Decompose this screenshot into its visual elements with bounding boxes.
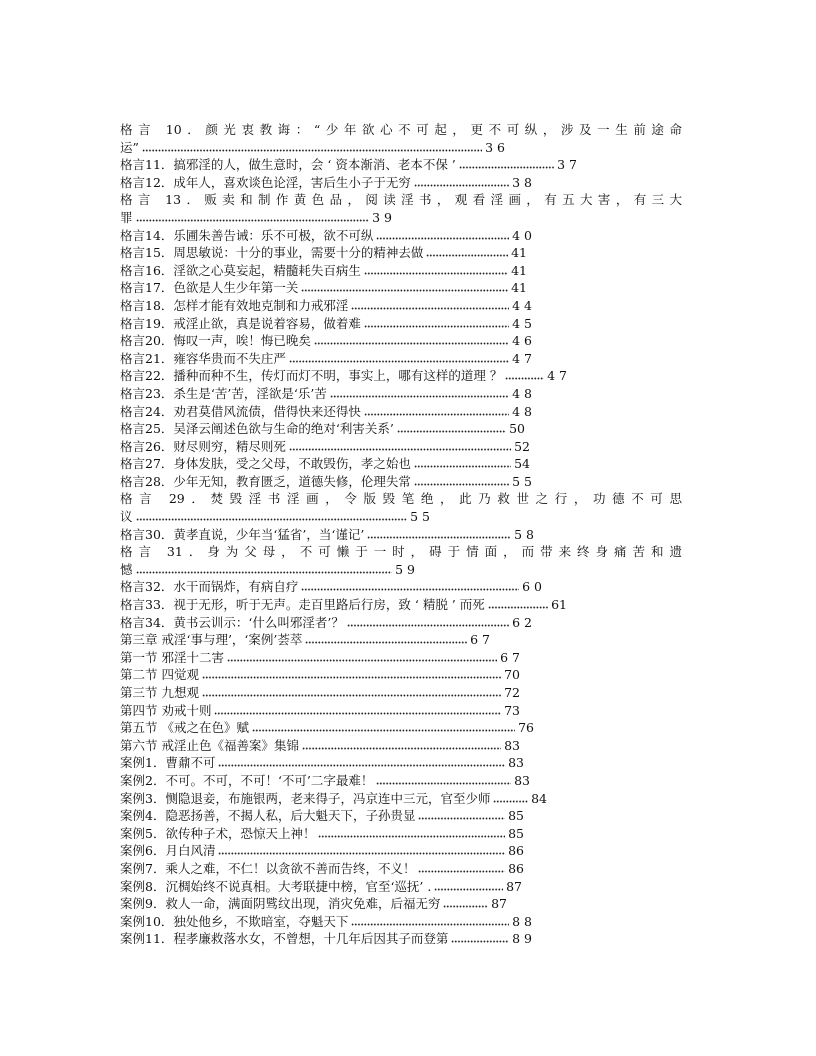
toc-entry-title: 第六节 戒淫止色《福善案》集锦 [120,737,299,753]
toc-entry-title: 格言33．视于无形，听于无声。走百里路后行房，致 ‘ 精脱 ’ 而死 [120,597,485,613]
toc-entry-page-number: 86 [508,860,524,876]
toc-entry-page-number: 4 8 [512,403,532,419]
toc-entry-page-number: 4 7 [512,350,532,366]
dot-leader [418,810,505,820]
toc-entry[interactable] [120,385,532,403]
dot-leader [136,511,408,521]
toc-entry[interactable] [120,561,415,579]
toc-entry[interactable] [120,403,532,421]
toc-entry-title: 憾 [120,561,133,577]
toc-entry-page-number: 61 [551,597,567,613]
toc-entry-title: 案例7．乘人之难，不仁！以贪欲不善而告终，不义！ [120,860,416,876]
toc-entry-page-number: 52 [514,438,530,454]
dot-leader [426,247,508,257]
toc-entry-title: 格言15．周思敏说：十分的事业，需要十分的精神去做 [120,245,424,261]
dot-leader [301,581,519,591]
table-of-contents [120,121,682,948]
toc-entry-page-number: 8 8 [512,913,532,929]
dot-leader [451,933,509,943]
dot-leader [397,423,506,433]
toc-entry-page-number: 4 0 [512,227,532,243]
toc-entry[interactable] [120,526,534,544]
dot-leader [142,142,482,152]
dot-leader [347,617,509,627]
dot-leader [330,388,509,398]
dot-leader [493,793,528,803]
dot-leader [136,212,370,222]
dot-leader [488,599,548,609]
toc-entry-page-number: 6 0 [522,579,542,595]
toc-entry-page-number: 85 [508,825,524,841]
toc-entry-page-number: 6 2 [512,614,532,630]
toc-entry-title: 格言17．色欲是人生少年第一关 [120,280,299,296]
dot-leader [301,282,508,292]
toc-entry[interactable] [120,227,532,245]
toc-entry-title: 罪 [120,209,133,225]
toc-entry-title: 格言16．淫欲之心莫妄起，精髓耗失百病生 [120,262,361,278]
toc-entry-title: 案例8．沉椆始终不说真相。大考联捷中榜，官至‘巡抚’ . [120,878,432,894]
toc-entry-title: 格言21．雍容华贵而不失庄严 [120,350,286,366]
dot-leader [459,159,554,169]
toc-entry-title: 第四节 劝戒十则 [120,702,212,718]
toc-entry-title: 格言32．水干而锅炸，有病自疗 [120,579,299,595]
toc-entry[interactable] [120,279,527,297]
toc-entry[interactable] [120,332,532,350]
dot-leader [136,564,393,574]
toc-entry-title: 格言25．吴泽云阐述色欲与生命的绝对‘利害关系’ [120,421,394,437]
toc-entry[interactable] [120,807,524,825]
toc-entry-title: 格言14．乐圃朱善告诫：乐不可极，欲不可纵 [120,227,374,243]
dot-leader [434,881,503,891]
dot-leader [414,177,509,187]
toc-entry-title: 格言18．怎样才能有效地克制和力戒邪淫 [120,297,349,313]
toc-entry-title: 格言12．成年人，喜欢谈色论淫，害后生小子于无穷 [120,174,411,190]
toc-entry-page-number: 3 6 [485,139,505,155]
dot-leader [218,845,505,855]
toc-entry-title-line1: 格言 31．身为父母，不可懒于一时，碍于情面，而带来终身痛苦和遗 [120,544,682,560]
toc-entry[interactable] [120,930,532,948]
toc-entry[interactable] [120,860,524,878]
toc-entry-title: 格言28．少年无知，教育匮乏，道德失修，伦理失常 [120,473,411,489]
toc-entry-page-number: 85 [508,808,524,824]
toc-entry-title: 案例5．欲传种子术，恐惊天上神！ [120,825,316,841]
toc-entry[interactable] [120,719,534,737]
toc-entry[interactable] [120,174,532,192]
toc-entry-page-number: 3 8 [512,174,532,190]
toc-entry-title: 格言22．播种而种不生，传灯而灯不明，事实上，哪有这样的道理 ？ [120,368,503,384]
dot-leader [289,441,511,451]
toc-entry[interactable] [120,878,522,896]
dot-leader [314,335,509,345]
toc-entry-title: 案例2．不可。不可，不可！‘不可’二字最难！ [120,772,374,788]
dot-leader [364,265,508,275]
dot-leader [202,687,501,697]
toc-entry-page-number: 3 7 [557,157,577,173]
toc-entry-title-line1: 格言 13．贩卖和制作黄色品，阅读淫书，观看淫画，有五大害，有三大 [120,192,682,208]
dot-leader [505,370,544,380]
toc-entry-title: 案例4．隐恶扬善，不揭人私，后大魁天下，子孙贵显 [120,808,416,824]
toc-entry-title: 格言19．戒淫止欲，真是说着容易，做着难 [120,315,361,331]
toc-entry-page-number: 86 [508,843,524,859]
toc-entry-page-number: 6 7 [500,649,520,665]
toc-entry-title: 案例11．程孝廉救落水女，不曾想，十几年后因其子而登第 [120,931,449,947]
toc-entry[interactable] [120,350,532,368]
toc-entry-title: 第五节 《戒之在色》赋 [120,720,249,736]
toc-entry[interactable] [120,209,392,227]
dot-leader [367,529,511,539]
toc-entry[interactable] [120,825,524,843]
toc-entry-title: 案例6．月白风清 [120,843,216,859]
toc-entry-page-number: 5 5 [512,473,532,489]
toc-entry[interactable] [120,895,507,913]
toc-entry-page-number: 8 9 [512,931,532,947]
toc-entry-page-number: 4 8 [512,385,532,401]
toc-entry-page-number: 87 [506,878,522,894]
toc-entry[interactable] [120,631,490,649]
toc-entry-title: 案例3．恻隐退妾，布施银两，老来得子，冯京连中三元，官至少师 [120,790,491,806]
toc-entry-title: 格言23．杀生是‘苦’苦，淫欲是‘乐’苦 [120,385,327,401]
toc-entry-page-number: 54 [514,456,530,472]
dot-leader [289,353,509,363]
toc-entry[interactable] [120,297,532,315]
toc-entry[interactable] [120,455,530,473]
dot-leader [218,757,505,767]
toc-entry-page-number: 41 [511,280,527,296]
toc-entry[interactable] [120,702,520,720]
toc-entry[interactable] [120,649,520,667]
toc-entry-page-number: 83 [508,755,524,771]
toc-entry[interactable] [120,156,577,174]
dot-leader [302,740,501,750]
toc-entry[interactable] [120,473,532,491]
toc-entry-page-number: 4 6 [512,333,532,349]
toc-entry-page-number: 4 5 [512,315,532,331]
toc-entry-page-number: 5 5 [410,509,430,525]
toc-entry-title: 议 [120,509,133,525]
toc-entry[interactable] [120,772,530,790]
toc-entry-title: 第二节 四觉观 [120,667,199,683]
toc-entry-page-number: 50 [509,421,525,437]
toc-entry-page-number: 73 [504,702,520,718]
toc-entry-title: 格言20．悔叹一声，唉！悔已晚矣 [120,333,311,349]
toc-entry[interactable] [120,262,527,280]
toc-entry-title-line1: 格言 29．焚毁淫书淫画，令版毁笔绝，此乃救世之行，功德不可思 [120,491,682,507]
toc-entry[interactable] [120,913,532,931]
toc-entry-page-number: 41 [511,262,527,278]
toc-entry-title: 案例10．独处他乡，不欺暗室，夺魁天下 [120,913,349,929]
toc-entry[interactable] [120,790,547,808]
toc-entry[interactable] [120,737,520,755]
dot-leader [214,705,501,715]
toc-entry[interactable] [120,614,532,632]
dot-leader [202,669,501,679]
dot-leader [418,863,505,873]
dot-leader [376,230,509,240]
dot-leader [364,406,509,416]
toc-entry-title: 第三节 九想观 [120,685,199,700]
toc-entry-title: 案例1．曹鼐不可 [120,755,216,771]
toc-entry[interactable] [120,420,525,438]
dot-leader [414,458,511,468]
toc-entry-title-line1: 格言 10．颜光衷教诲：“少年欲心不可起，更不可纵，涉及一生前途命 [120,122,682,137]
toc-entry-page-number: 87 [491,896,507,912]
dot-leader [351,300,509,310]
toc-entry-page-number: 76 [518,720,534,736]
dot-leader [351,916,509,926]
toc-entry[interactable] [120,684,520,702]
toc-entry-page-number: 3 9 [372,209,392,225]
dot-leader [443,898,488,908]
dot-leader [414,476,509,486]
toc-entry-page-number: 83 [514,772,530,788]
toc-entry-page-number: 70 [504,667,520,683]
toc-entry-page-number: 5 9 [395,561,415,577]
toc-entry-page-number: 6 7 [470,632,490,648]
toc-entry-title: 格言26．财尽则穷，精尽则死 [120,438,286,454]
dot-leader [252,722,515,732]
toc-entry[interactable] [120,578,542,596]
toc-entry-page-number: 84 [531,790,547,806]
toc-entry[interactable] [120,842,524,860]
dot-leader [364,318,509,328]
dot-leader [318,828,505,838]
toc-entry-page-number: 5 8 [514,526,534,542]
toc-entry-title: 运” [120,139,139,155]
toc-entry[interactable] [120,367,567,385]
dot-leader [227,652,497,662]
toc-entry-page-number: 83 [504,737,520,753]
dot-leader [376,775,511,785]
toc-entry[interactable] [120,244,527,262]
toc-entry-page-number: 4 4 [512,297,532,313]
toc-entry[interactable] [120,315,532,333]
toc-entry[interactable] [120,754,524,772]
toc-entry-title: 格言27．身体发肤，受之父母，不敢毁伤，孝之始也 [120,456,411,472]
toc-entry[interactable] [120,596,567,614]
toc-entry-title: 第三章 戒淫‘事与理’，‘案例’荟萃 [120,632,303,648]
toc-entry[interactable] [120,508,430,526]
toc-entry-page-number: 72 [504,685,520,700]
toc-entry-title: 案例9．救人一命，满面阴骘纹出现，消灾免难，后福无穷 [120,896,441,912]
toc-entry-title: 格言24．劝君莫借风流债，借得快来还得快 [120,403,361,419]
toc-entry[interactable] [120,139,505,157]
toc-entry-page-number: 4 7 [547,368,567,384]
toc-entry-page-number: 41 [511,245,527,261]
toc-entry-title: 格言11．搞邪淫的人，做生意时，会 ‘ 资本渐消、老本不保 ’ [120,157,456,173]
toc-entry[interactable] [120,666,520,684]
toc-entry-title: 第一节 邪淫十二害 [120,649,224,665]
toc-entry-title: 格言30．黄孝直说，少年当‘猛省’，当‘谨记’ [120,526,365,542]
toc-entry-title: 格言34．黄书云训示：‘什么叫邪淫者’？ [120,614,344,630]
dot-leader [305,634,467,644]
toc-entry[interactable] [120,438,530,456]
